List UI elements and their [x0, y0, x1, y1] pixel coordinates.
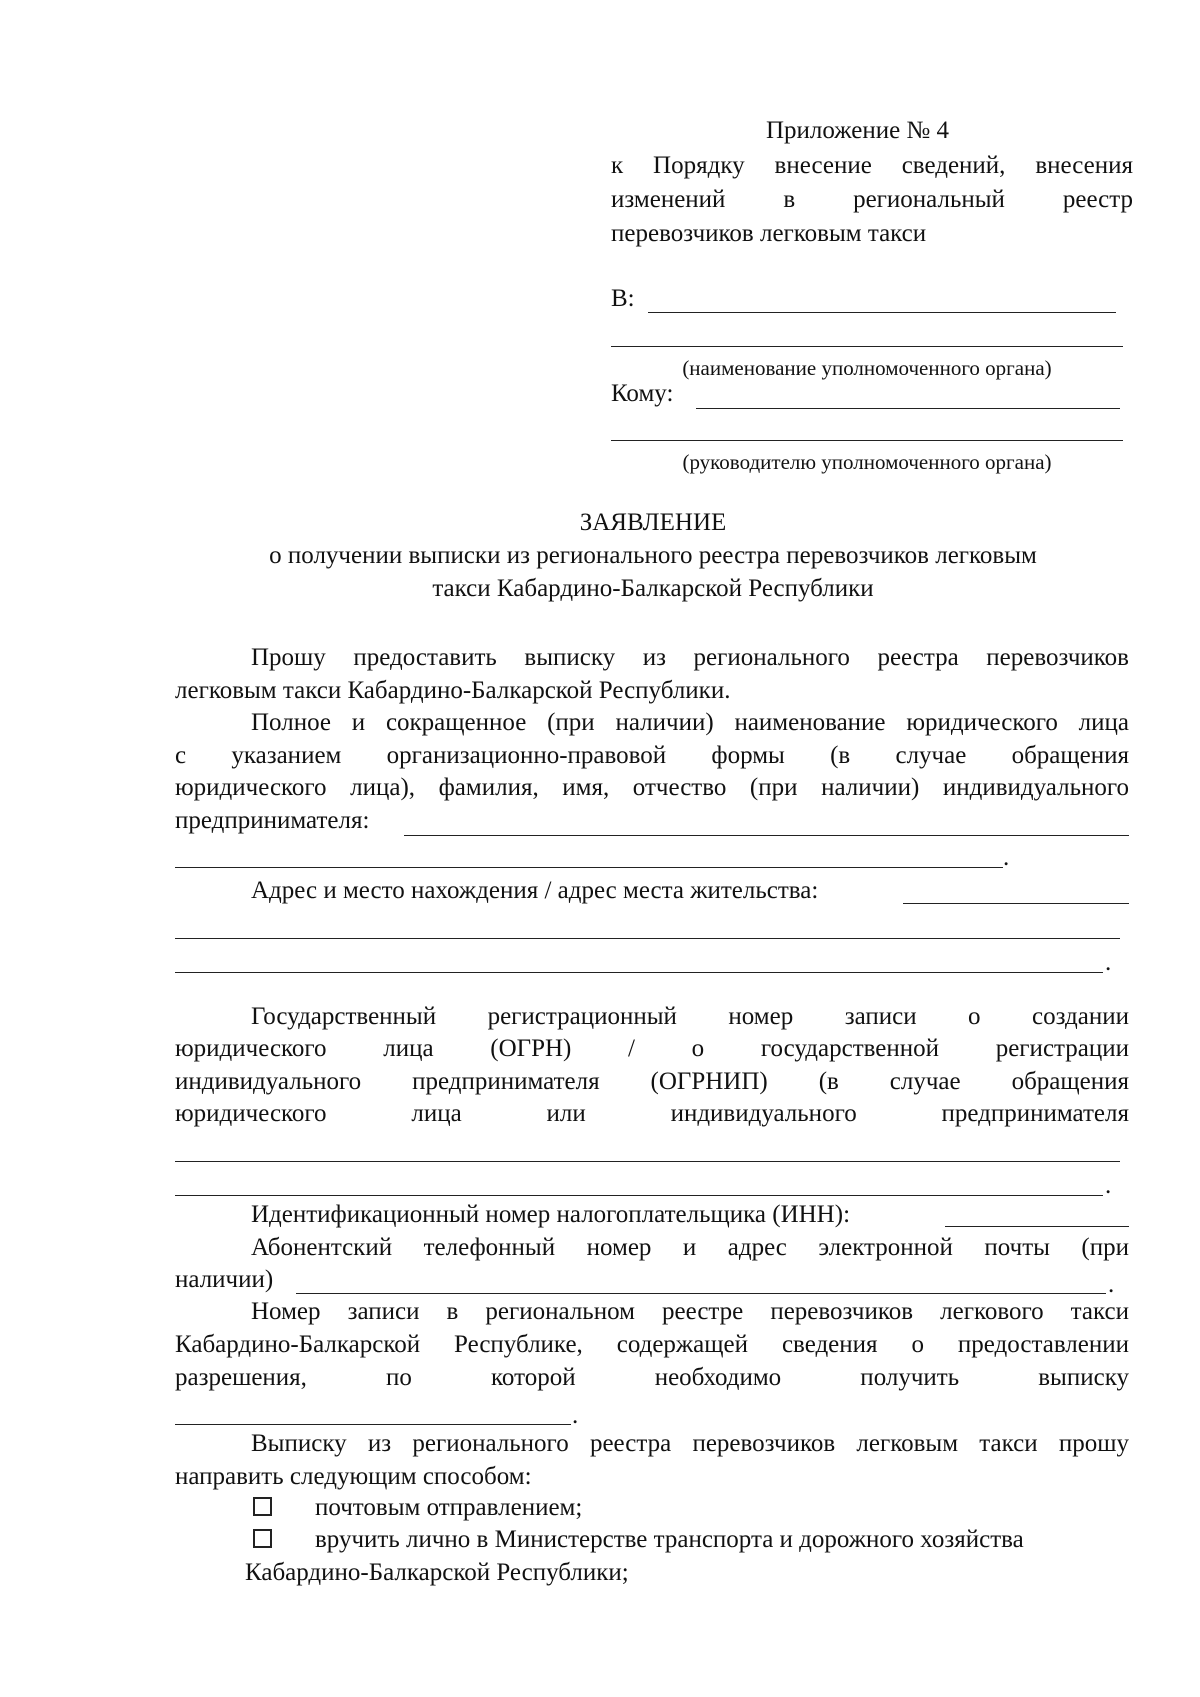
record-text: Кабардино-Балкарской Республике, содержащей сведения о предоставлении	[175, 1331, 1129, 1358]
inn-label: Идентификационный номер налогоплательщика (ИНН):	[251, 1201, 851, 1228]
request-text: легковым такси Кабардино-Балкарской Республики.	[175, 677, 731, 704]
ogrn-text: индивидуального предпринимателя (ОГРНИП) (в случае обращения	[175, 1068, 1129, 1095]
appendix-title: Приложение № 4	[766, 117, 950, 144]
ogrn-field-line[interactable]	[175, 1161, 1120, 1162]
inn-field-line[interactable]	[945, 1226, 1129, 1227]
period-mark: .	[1003, 844, 1010, 871]
applicant-name-field-line[interactable]	[404, 835, 1129, 836]
address-field-line-3[interactable]	[175, 972, 1103, 973]
period-mark: .	[1105, 1172, 1112, 1199]
period-mark: .	[1108, 1271, 1115, 1298]
delivery-text: направить следующим способом:	[175, 1463, 532, 1490]
address-label: Адрес и место нахождения / адрес места жительства:	[251, 877, 819, 904]
ogrn-text: юридического лица или индивидуального предпринимателя	[175, 1100, 1129, 1127]
period-mark: .	[572, 1402, 579, 1429]
post-delivery-label: почтовым отправлением;	[315, 1494, 583, 1521]
applicant-name-text: Полное и сокращенное (при наличии) наименование юридического лица	[251, 709, 1129, 736]
contact-label: наличии)	[175, 1266, 274, 1293]
whom-field-line-2[interactable]	[611, 440, 1123, 441]
applicant-name-text: с указанием организационно-правовой формы (в случае обращения	[175, 742, 1129, 769]
record-field-line[interactable]	[175, 1424, 571, 1425]
request-text: Прошу предоставить выписку из регионального реестра перевозчиков	[251, 644, 1129, 671]
to-label: В:	[611, 285, 635, 312]
ogrn-field-line-2[interactable]	[175, 1195, 1103, 1196]
record-text: разрешения, по которой необходимо получить выписку	[175, 1364, 1129, 1391]
record-text: Номер записи в региональном реестре перевозчиков легкового такси	[251, 1298, 1129, 1325]
in-person-delivery-label: Кабардино-Балкарской Республики;	[245, 1559, 629, 1586]
contact-field-line[interactable]	[296, 1293, 1106, 1294]
ogrn-text: Государственный регистрационный номер записи о создании	[251, 1003, 1129, 1030]
appendix-reference-line: изменений в региональный реестр	[611, 186, 1133, 213]
post-delivery-checkbox[interactable]	[253, 1497, 272, 1516]
ogrn-text: юридического лица (ОГРН) / о государственной регистрации	[175, 1035, 1129, 1062]
contact-text: Абонентский телефонный номер и адрес электронной почты (при	[251, 1234, 1129, 1261]
address-field-line[interactable]	[903, 903, 1129, 904]
applicant-name-label: предпринимателя:	[175, 807, 370, 834]
to-field-line-2[interactable]	[611, 346, 1123, 347]
address-field-line-2[interactable]	[175, 938, 1120, 939]
document-subtitle: о получении выписки из регионального реестра перевозчиков легковым	[269, 542, 1037, 569]
appendix-reference-line: перевозчиков легковым такси	[611, 220, 927, 247]
in-person-delivery-checkbox[interactable]	[253, 1529, 272, 1548]
whom-label: Кому:	[611, 380, 674, 407]
whom-caption: (руководителю уполномоченного органа)	[682, 450, 1052, 474]
applicant-name-text: юридического лица), фамилия, имя, отчество (при наличии) индивидуального	[175, 774, 1129, 801]
appendix-reference-line: к Порядку внесение сведений, внесения	[611, 152, 1133, 179]
whom-field-line[interactable]	[696, 408, 1120, 409]
to-field-line[interactable]	[648, 312, 1116, 313]
period-mark: .	[1105, 949, 1112, 976]
document-subtitle: такси Кабардино-Балкарской Республики	[432, 575, 874, 602]
applicant-name-field-line-2[interactable]	[175, 867, 1003, 868]
in-person-delivery-label: вручить лично в Министерстве транспорта и дорожного хозяйства	[315, 1526, 1024, 1553]
document-title: ЗАЯВЛЕНИЕ	[579, 509, 727, 536]
delivery-text: Выписку из регионального реестра перевозчиков легковым такси прошу	[251, 1430, 1129, 1457]
to-caption: (наименование уполномоченного органа)	[682, 356, 1052, 380]
